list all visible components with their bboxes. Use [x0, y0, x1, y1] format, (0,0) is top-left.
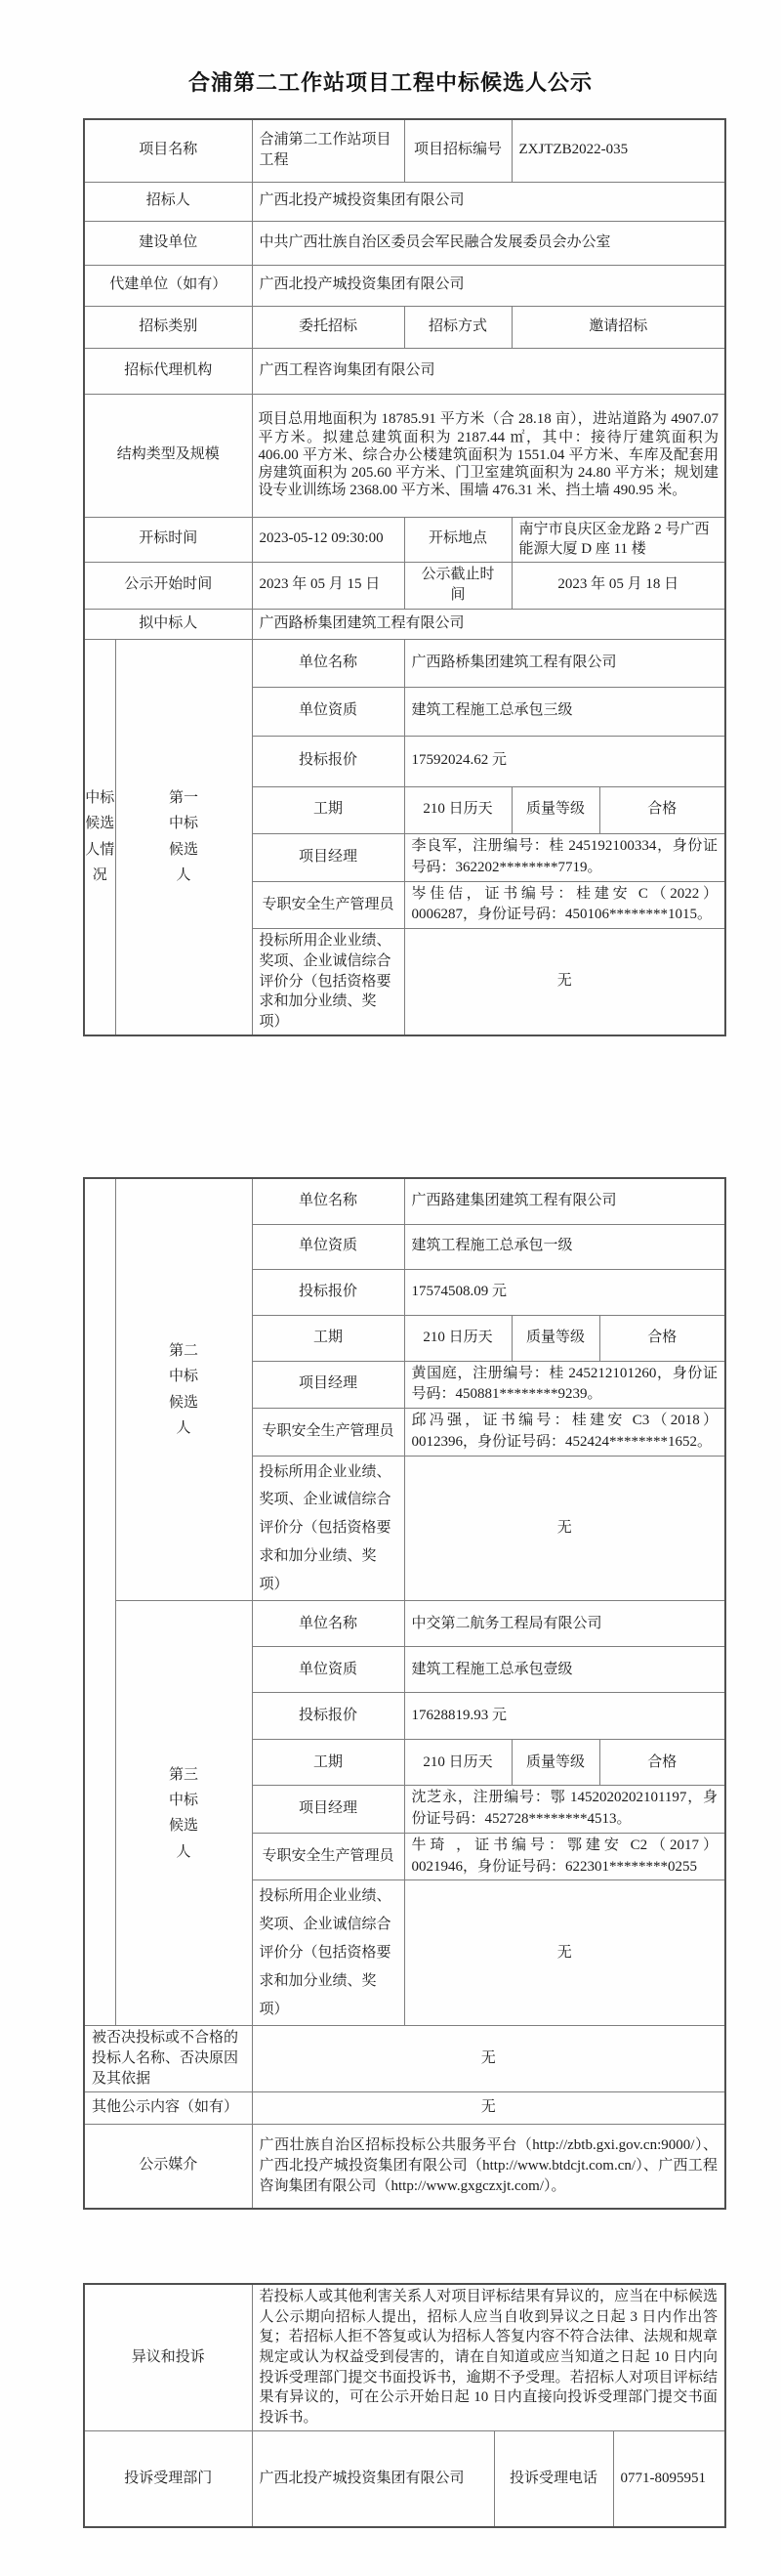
proposed-winner-value: 广西路桥集团建筑工程有限公司: [252, 609, 725, 639]
construction-unit-label: 建设单位: [84, 221, 252, 265]
publicity-start-label: 公示开始时间: [84, 562, 252, 609]
candidate-1-unit-qual: 建筑工程施工总承包三级: [404, 687, 725, 736]
proposed-winner-label: 拟中标人: [84, 609, 252, 639]
agent-construction-unit-label: 代建单位（如有）: [84, 265, 252, 306]
candidate-3-pm: 沈芝永，注册编号：鄂 1452020202101197，身份证号码：452728********4513。: [404, 1786, 725, 1834]
duration-label: 工期: [252, 1740, 404, 1786]
candidates-section-continuation-cell: [84, 1178, 115, 2026]
complaint-phone-value: 0771-8095951: [613, 2430, 725, 2527]
complaint-dept-label: 投诉受理部门: [84, 2430, 252, 2527]
project-name-label: 项目名称: [84, 119, 252, 182]
candidate-3-safety: 牛琦 ，证书编号：鄂建安 C2（2017）0021946，身份证号码：622301********0255: [404, 1833, 725, 1880]
candidate-1-quality: 合格: [599, 786, 725, 833]
candidate-3-rank: 第三中标候选人: [115, 1601, 252, 2026]
performance-label: 投标所用企业业绩、奖项、企业诚信综合评价分（包括资格要求和加分业绩、奖项）: [252, 929, 404, 1035]
project-info-table: [83, 118, 726, 1036]
opening-place-label: 开标地点: [404, 517, 512, 562]
pm-label: 项目经理: [252, 833, 404, 881]
project-name-value: 合浦第二工作站项目工程: [252, 119, 404, 182]
rejected-bidders-value: 无: [252, 2026, 725, 2091]
publicity-end-value: 2023 年 05 月 18 日: [512, 562, 725, 609]
candidate-1-unit-name: 广西路桥集团建筑工程有限公司: [404, 639, 725, 687]
candidate-2-performance: 无: [404, 1456, 725, 1601]
candidate-3-price: 17628819.93 元: [404, 1693, 725, 1740]
publicity-start-value: 2023 年 05 月 15 日: [252, 562, 404, 609]
safety-label: 专职安全生产管理员: [252, 881, 404, 929]
candidate-3-unit-qual: 建筑工程施工总承包壹级: [404, 1647, 725, 1693]
quality-label: 质量等级: [512, 786, 599, 833]
candidate-1-rank: 第一中标候选人: [115, 639, 252, 1035]
performance-label: 投标所用企业业绩、奖项、企业诚信综合评价分（包括资格要求和加分业绩、奖项）: [252, 1456, 404, 1601]
dispute-table: [83, 2283, 726, 2528]
candidate-2-duration: 210 日历天: [404, 1315, 512, 1361]
duration-label: 工期: [252, 786, 404, 833]
agent-construction-unit-value: 广西北投产城投资集团有限公司: [252, 265, 725, 306]
candidate-1-duration: 210 日历天: [404, 786, 512, 833]
candidate-2-quality: 合格: [599, 1315, 725, 1361]
pm-label: 项目经理: [252, 1786, 404, 1834]
structure-scale-value: 项目总用地面积为 18785.91 平方米（合 28.18 亩），进站道路为 4907.07 平方米。拟建总建筑面积为 2187.44 ㎡，其中：接待厅建筑面积为 406.00 平方米、综合办公楼建筑面积为 1551.04 平方米、车库及配套用房建筑面积为 205.60 平方米、门卫室建筑面积为 24.80 平方米；规划建设专业训练场 2368.00 平方米、围墙 476.31 米、挡土墙 490.95 米。: [252, 394, 725, 517]
unit-qual-label: 单位资质: [252, 1647, 404, 1693]
performance-label: 投标所用企业业绩、奖项、企业诚信综合评价分（包括资格要求和加分业绩、奖项）: [252, 1880, 404, 2026]
candidate-2-pm: 黄国庭，注册编号：桂 245212101260，身份证号码：450881********9239。: [404, 1361, 725, 1409]
tenderee-label: 招标人: [84, 182, 252, 221]
bid-method-value: 邀请招标: [512, 306, 725, 348]
candidate-2-unit-name: 广西路建集团建筑工程有限公司: [404, 1178, 725, 1224]
pm-label: 项目经理: [252, 1361, 404, 1409]
quality-label: 质量等级: [512, 1315, 599, 1361]
construction-unit-value: 中共广西壮族自治区委员会军民融合发展委员会办公室: [252, 221, 725, 265]
quality-label: 质量等级: [512, 1740, 599, 1786]
bid-agency-label: 招标代理机构: [84, 348, 252, 394]
candidate-3-performance: 无: [404, 1880, 725, 2026]
bid-category-value: 委托招标: [252, 306, 404, 348]
candidate-1-price: 17592024.62 元: [404, 736, 725, 786]
bid-number-value: ZXJTZB2022-035: [512, 119, 725, 182]
publicity-end-label: 公示截止时间: [404, 562, 512, 609]
candidate-1-pm: 李良军，注册编号：桂 245192100334，身份证号码：362202********7719。: [404, 833, 725, 881]
opening-time-value: 2023-05-12 09:30:00: [252, 517, 404, 562]
unit-name-label: 单位名称: [252, 639, 404, 687]
price-label: 投标报价: [252, 1269, 404, 1315]
dispute-value: 若投标人或其他利害关系人对项目评标结果有异议的，应当在中标候选人公示期向招标人提出，招标人应当自收到异议之日起 3 日内作出答复；若招标人拒不答复或认为招标人答复内容不符合法律、法规和规章规定或认为权益受到侵害的，请在自知道或应当知道之日起 10 日内向投诉受理部门提交书面投诉书，逾期不予受理。若招标人对项目评标结果有异议的，可在公示开始日起 10 日内直接向投诉受理部门提交书面投诉书。: [252, 2284, 725, 2430]
other-content-value: 无: [252, 2091, 725, 2124]
safety-label: 专职安全生产管理员: [252, 1833, 404, 1880]
duration-label: 工期: [252, 1315, 404, 1361]
complaint-dept-value: 广西北投产城投资集团有限公司: [252, 2430, 494, 2527]
candidate-1-performance: 无: [404, 929, 725, 1035]
candidate-2-safety: 邱冯强，证书编号：桂建安 C3（2018）0012396，身份证号码：452424********1652。: [404, 1409, 725, 1457]
candidates-table: [83, 1177, 726, 2210]
price-label: 投标报价: [252, 736, 404, 786]
candidates-section-label: 中标候选人情况: [84, 639, 115, 1035]
media-label: 公示媒介: [84, 2124, 252, 2209]
tenderee-value: 广西北投产城投资集团有限公司: [252, 182, 725, 221]
bid-category-label: 招标类别: [84, 306, 252, 348]
unit-name-label: 单位名称: [252, 1178, 404, 1224]
rejected-bidders-label: 被否决投标或不合格的投标人名称、否决原因及其依据: [84, 2026, 252, 2091]
bid-agency-value: 广西工程咨询集团有限公司: [252, 348, 725, 394]
complaint-phone-label: 投诉受理电话: [494, 2430, 613, 2527]
safety-label: 专职安全生产管理员: [252, 1409, 404, 1457]
structure-scale-label: 结构类型及规模: [84, 394, 252, 517]
candidate-3-unit-name: 中交第二航务工程局有限公司: [404, 1601, 725, 1647]
unit-qual-label: 单位资质: [252, 1224, 404, 1269]
price-label: 投标报价: [252, 1693, 404, 1740]
bid-number-label: 项目招标编号: [404, 119, 512, 182]
candidate-3-duration: 210 日历天: [404, 1740, 512, 1786]
bid-method-label: 招标方式: [404, 306, 512, 348]
candidate-2-rank: 第二中标候选人: [115, 1178, 252, 1601]
candidate-2-unit-qual: 建筑工程施工总承包一级: [404, 1224, 725, 1269]
candidate-3-quality: 合格: [599, 1740, 725, 1786]
opening-place-value: 南宁市良庆区金龙路 2 号广西能源大厦 D 座 11 楼: [512, 517, 725, 562]
page-title: 合浦第二工作站项目工程中标候选人公示: [187, 70, 593, 95]
media-value: 广西壮族自治区招标投标公共服务平台（http://zbtb.gxi.gov.cn:9000/）、广西北投产城投资集团有限公司（http://www.btdcjt.com.cn/）、广西工程咨询集团有限公司（http://www.gxgczxjt.com/）。: [252, 2124, 725, 2209]
unit-qual-label: 单位资质: [252, 687, 404, 736]
candidate-2-price: 17574508.09 元: [404, 1269, 725, 1315]
unit-name-label: 单位名称: [252, 1601, 404, 1647]
opening-time-label: 开标时间: [84, 517, 252, 562]
other-content-label: 其他公示内容（如有）: [84, 2091, 252, 2124]
dispute-label: 异议和投诉: [84, 2284, 252, 2430]
candidate-1-safety: 岑佳佶，证书编号：桂建安 C（2022）0006287，身份证号码：450106********1015。: [404, 881, 725, 929]
